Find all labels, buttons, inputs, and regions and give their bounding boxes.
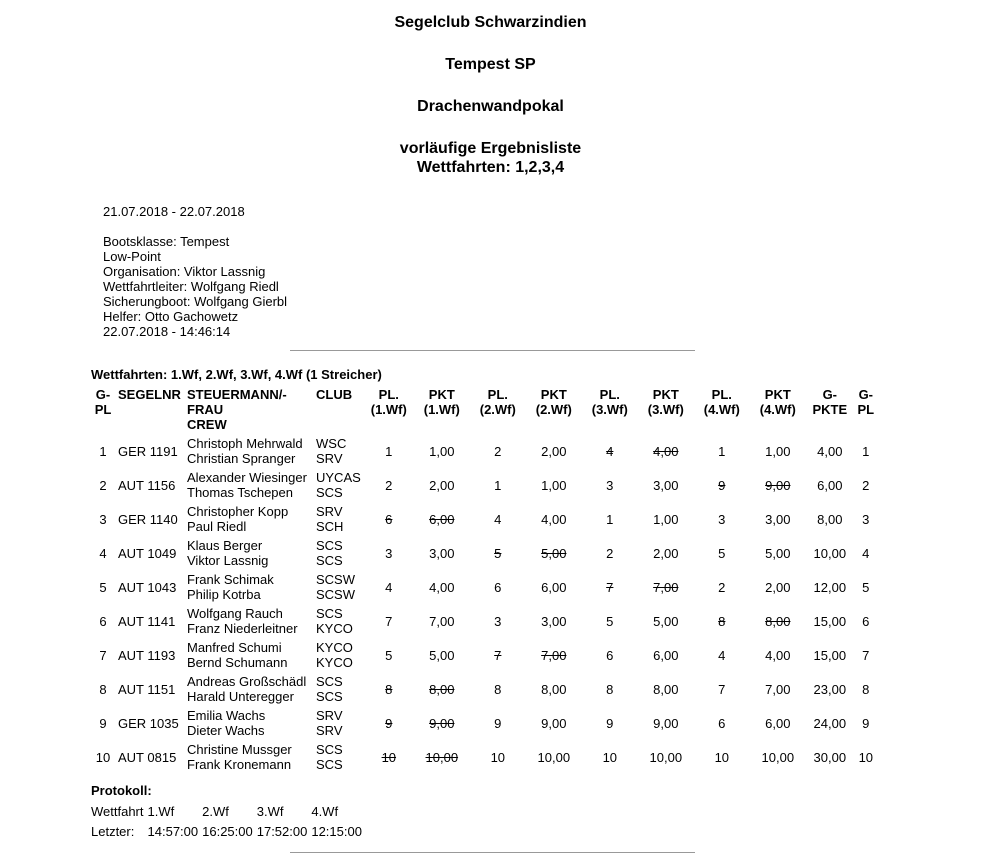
cell-pkt: 6,00 bbox=[653, 647, 679, 663]
cell-names-line: Manfred Schumi bbox=[187, 640, 282, 655]
cell-club-line: SCS bbox=[316, 757, 343, 772]
cell-pkt: 3,00 bbox=[541, 613, 567, 629]
cell-club-line: SCS bbox=[316, 689, 343, 704]
cell-pkt: 5,00 bbox=[541, 545, 567, 561]
cell-pl: 9 bbox=[718, 477, 726, 493]
cell-pl: 9 bbox=[606, 715, 614, 731]
cell-names-line: Frank Schimak bbox=[187, 572, 274, 587]
cell-names-line: Christian Spranger bbox=[187, 451, 296, 466]
cell-pkt: 2,00 bbox=[653, 545, 679, 561]
cell-pl: 8 bbox=[385, 681, 393, 697]
info-line: 22.07.2018 - 14:46:14 bbox=[103, 324, 231, 339]
cell-pkt: 1,00 bbox=[429, 443, 455, 459]
cell-pkt: 5,00 bbox=[653, 613, 679, 629]
cell-club bbox=[313, 502, 364, 536]
table-row bbox=[91, 706, 878, 740]
cell-gpl: 2 bbox=[99, 477, 107, 493]
col-text: PL. bbox=[599, 387, 620, 402]
cell-pl: 8 bbox=[606, 681, 614, 697]
cell-rank: 10 bbox=[858, 749, 874, 765]
cell-gpkte: 23,00 bbox=[813, 681, 847, 697]
col-pkt1 bbox=[414, 385, 470, 434]
cell-names bbox=[184, 604, 313, 638]
cell-club-line: SCS bbox=[316, 674, 343, 689]
cell-pkt: 5,00 bbox=[765, 545, 791, 561]
cell-gpkte: 4,00 bbox=[817, 443, 843, 459]
col-text: PL bbox=[94, 402, 112, 417]
cell-pl: 10 bbox=[602, 749, 618, 765]
cell-pl: 4 bbox=[718, 647, 726, 663]
cell-names bbox=[184, 502, 313, 536]
cell-gpl: 8 bbox=[99, 681, 107, 697]
cell-segelnr: AUT 1156 bbox=[118, 477, 176, 493]
cell-gpl: 10 bbox=[95, 749, 111, 765]
cell-names-line: Dieter Wachs bbox=[187, 723, 265, 738]
cell-pl: 2 bbox=[494, 443, 502, 459]
cell-pkt: 8,00 bbox=[765, 613, 791, 629]
cell-gpkte: 15,00 bbox=[813, 613, 847, 629]
col-text: FRAU bbox=[187, 402, 224, 417]
cell-pkt: 9,00 bbox=[653, 715, 679, 731]
cell-pl: 6 bbox=[606, 647, 614, 663]
table-row bbox=[91, 570, 878, 604]
cell-names-line: Thomas Tschepen bbox=[187, 485, 293, 500]
cell-segelnr: GER 1191 bbox=[118, 443, 178, 459]
table-row bbox=[91, 604, 878, 638]
cell-rank: 9 bbox=[862, 715, 870, 731]
col-text: (2.Wf) bbox=[535, 402, 572, 417]
cell-gpkte: 12,00 bbox=[813, 579, 847, 595]
cell-pl: 2 bbox=[606, 545, 614, 561]
col-gpl bbox=[91, 385, 115, 434]
cell-gpkte: 10,00 bbox=[813, 545, 847, 561]
cell-club-line: KYCO bbox=[316, 655, 353, 670]
cell-names bbox=[184, 570, 313, 604]
cell-pkt: 6,00 bbox=[765, 715, 791, 731]
cell-pkt: 8,00 bbox=[653, 681, 679, 697]
cell-pkt: 4,00 bbox=[653, 443, 679, 459]
cell-pkt: 10,00 bbox=[425, 749, 459, 765]
cell-segelnr: AUT 1151 bbox=[118, 681, 176, 697]
protokoll-cell: Letzter: bbox=[91, 824, 135, 839]
cell-club bbox=[313, 706, 364, 740]
cell-names bbox=[184, 740, 313, 774]
list-title: vorläufige Ergebnisliste bbox=[399, 140, 582, 157]
protokoll-cell: 4.Wf bbox=[311, 804, 339, 819]
protokoll-cell: 17:52:00 bbox=[256, 824, 308, 839]
event-info bbox=[103, 234, 287, 339]
cell-pkt: 4,00 bbox=[429, 579, 455, 595]
event-dates: 21.07.2018 - 22.07.2018 bbox=[103, 204, 245, 219]
cell-pl: 5 bbox=[385, 647, 393, 663]
cell-pl: 3 bbox=[494, 613, 502, 629]
col-pkt2 bbox=[526, 385, 582, 434]
cell-pl: 10 bbox=[714, 749, 730, 765]
cell-segelnr: AUT 1043 bbox=[118, 579, 177, 595]
cell-club-line: SCS bbox=[316, 485, 343, 500]
cell-rank: 7 bbox=[862, 647, 870, 663]
cell-pkt: 4,00 bbox=[765, 647, 791, 663]
protokoll-cell: 1.Wf bbox=[147, 804, 175, 819]
col-text: (2.Wf) bbox=[479, 402, 516, 417]
cell-pkt: 7,00 bbox=[541, 647, 567, 663]
races-title: Wettfahrten: 1,2,3,4 bbox=[416, 159, 565, 176]
cell-club-line: UYCAS bbox=[316, 470, 361, 485]
cell-club-line: KYCO bbox=[316, 621, 353, 636]
col-text: G- bbox=[822, 387, 838, 402]
protokoll-cell: 14:57:00 bbox=[147, 824, 199, 839]
cell-pl: 6 bbox=[494, 579, 502, 595]
cell-pkt: 2,00 bbox=[429, 477, 455, 493]
col-text: (3.Wf) bbox=[647, 402, 684, 417]
cell-pl: 7 bbox=[718, 681, 726, 697]
cell-names-line: Andreas Großschädl bbox=[187, 674, 307, 689]
col-steuermann bbox=[184, 385, 313, 434]
cell-pkt: 2,00 bbox=[765, 579, 791, 595]
races-label: Wettfahrten: 1.Wf, 2.Wf, 3.Wf, 4.Wf (1 Streicher) bbox=[91, 367, 382, 382]
info-line: Wettfahrtleiter: Wolfgang Riedl bbox=[103, 279, 279, 294]
cell-club bbox=[313, 434, 364, 468]
cell-club-line: SCS bbox=[316, 538, 343, 553]
cell-names-line: Christopher Kopp bbox=[187, 504, 289, 519]
col-text: PKT bbox=[652, 387, 679, 402]
cell-pkt: 4,00 bbox=[541, 511, 567, 527]
col-text: PKT bbox=[428, 387, 455, 402]
cell-names-line: Bernd Schumann bbox=[187, 655, 288, 670]
table-row bbox=[91, 740, 878, 774]
cell-rank: 8 bbox=[862, 681, 870, 697]
table-row bbox=[91, 468, 878, 502]
info-line: Helfer: Otto Gachowetz bbox=[103, 309, 239, 324]
cell-club bbox=[313, 672, 364, 706]
cell-pkt: 1,00 bbox=[765, 443, 791, 459]
cell-pl: 10 bbox=[490, 749, 506, 765]
cell-club bbox=[313, 536, 364, 570]
cell-club bbox=[313, 570, 364, 604]
cell-names-line: Christine Mussger bbox=[187, 742, 292, 757]
cell-pl: 8 bbox=[494, 681, 502, 697]
col-text: PKTE bbox=[812, 402, 848, 417]
col-pl3 bbox=[582, 385, 638, 434]
col-text: (3.Wf) bbox=[591, 402, 628, 417]
col-gpl2 bbox=[854, 385, 878, 434]
cell-pkt: 2,00 bbox=[541, 443, 567, 459]
cell-rank: 1 bbox=[862, 443, 870, 459]
cell-rank: 5 bbox=[862, 579, 870, 595]
cell-segelnr: AUT 1141 bbox=[118, 613, 176, 629]
cell-gpl: 3 bbox=[99, 511, 107, 527]
col-club: CLUB bbox=[316, 387, 353, 402]
protokoll-cell: Wettfahrt bbox=[91, 804, 144, 819]
cell-pl: 3 bbox=[718, 511, 726, 527]
protokoll-table bbox=[89, 802, 364, 842]
cell-pl: 9 bbox=[494, 715, 502, 731]
cell-club bbox=[313, 468, 364, 502]
cell-names-line: Christoph Mehrwald bbox=[187, 436, 303, 451]
col-pl4 bbox=[694, 385, 750, 434]
cell-club bbox=[313, 638, 364, 672]
table-row bbox=[91, 502, 878, 536]
cell-club-line: SRV bbox=[316, 708, 343, 723]
cell-segelnr: GER 1140 bbox=[118, 511, 178, 527]
cell-club-line: SRV bbox=[316, 504, 343, 519]
cell-gpl: 5 bbox=[99, 579, 107, 595]
cell-names bbox=[184, 536, 313, 570]
cell-pl: 5 bbox=[606, 613, 614, 629]
cell-club bbox=[313, 740, 364, 774]
cell-club-line: SCSW bbox=[316, 572, 355, 587]
header-row bbox=[91, 385, 878, 434]
protokoll-row bbox=[89, 802, 364, 822]
cell-club-line: WSC bbox=[316, 436, 347, 451]
cell-pkt: 7,00 bbox=[429, 613, 455, 629]
cell-gpl: 6 bbox=[99, 613, 107, 629]
cell-pl: 5 bbox=[718, 545, 726, 561]
cell-pkt: 9,00 bbox=[429, 715, 455, 731]
col-text: (4.Wf) bbox=[703, 402, 740, 417]
col-pkt3 bbox=[638, 385, 694, 434]
cell-pkt: 8,00 bbox=[429, 681, 455, 697]
cell-pl: 7 bbox=[494, 647, 502, 663]
cell-pl: 5 bbox=[494, 545, 502, 561]
col-text: (4.Wf) bbox=[759, 402, 796, 417]
cell-pkt: 1,00 bbox=[541, 477, 567, 493]
cell-pl: 2 bbox=[718, 579, 726, 595]
cell-pl: 10 bbox=[381, 749, 397, 765]
info-line: Low-Point bbox=[103, 249, 161, 264]
col-text: (1.Wf) bbox=[423, 402, 460, 417]
info-line: Organisation: Viktor Lassnig bbox=[103, 264, 266, 279]
cell-pkt: 3,00 bbox=[653, 477, 679, 493]
protokoll-cell: 12:15:00 bbox=[311, 824, 362, 839]
table-row bbox=[91, 638, 878, 672]
cell-names-line: Harald Unteregger bbox=[187, 689, 294, 704]
cell-segelnr: GER 1035 bbox=[118, 715, 179, 731]
cell-pkt: 6,00 bbox=[541, 579, 567, 595]
col-text: (1.Wf) bbox=[370, 402, 407, 417]
cell-club bbox=[313, 604, 364, 638]
cell-rank: 6 bbox=[862, 613, 870, 629]
protokoll-cell: 16:25:00 bbox=[202, 824, 253, 839]
cell-names bbox=[184, 672, 313, 706]
cell-names-line: Philip Kotrba bbox=[187, 587, 261, 602]
cell-rank: 4 bbox=[862, 545, 870, 561]
cell-pl: 9 bbox=[385, 715, 393, 731]
cell-names-line: Emilia Wachs bbox=[187, 708, 266, 723]
cell-names-line: Frank Kronemann bbox=[187, 757, 292, 772]
protokoll-title: Protokoll: bbox=[91, 783, 152, 798]
col-text: PKT bbox=[764, 387, 791, 402]
cell-pkt: 8,00 bbox=[541, 681, 567, 697]
cell-rank: 2 bbox=[862, 477, 870, 493]
cell-pl: 4 bbox=[385, 579, 393, 595]
cell-names bbox=[184, 468, 313, 502]
table-row bbox=[91, 672, 878, 706]
cell-pkt: 3,00 bbox=[429, 545, 455, 561]
cell-club-line: SCS bbox=[316, 606, 343, 621]
cell-gpkte: 30,00 bbox=[813, 749, 847, 765]
cell-pl: 7 bbox=[385, 613, 393, 629]
cell-pl: 2 bbox=[385, 477, 393, 493]
class-title: Tempest SP bbox=[445, 56, 536, 73]
table-row bbox=[91, 434, 878, 468]
cell-gpl: 7 bbox=[99, 647, 107, 663]
col-text: PL bbox=[857, 402, 875, 417]
cell-names-line: Wolfgang Rauch bbox=[187, 606, 283, 621]
cell-gpl: 9 bbox=[99, 715, 107, 731]
cell-names-line: Viktor Lassnig bbox=[187, 553, 269, 568]
cell-names-line: Paul Riedl bbox=[187, 519, 247, 534]
cell-pl: 1 bbox=[718, 443, 726, 459]
cell-club-line: SCH bbox=[316, 519, 344, 534]
cell-pl: 1 bbox=[494, 477, 502, 493]
cell-pkt: 10,00 bbox=[537, 749, 571, 765]
cell-gpkte: 6,00 bbox=[817, 477, 843, 493]
protokoll-cell: 3.Wf bbox=[256, 804, 284, 819]
cell-pkt: 10,00 bbox=[761, 749, 795, 765]
cell-gpl: 1 bbox=[99, 443, 107, 459]
cell-segelnr: AUT 1049 bbox=[118, 545, 177, 561]
cell-pl: 7 bbox=[606, 579, 614, 595]
divider bbox=[290, 350, 695, 351]
col-segelnr: SEGELNR bbox=[118, 387, 181, 402]
cell-names bbox=[184, 434, 313, 468]
cell-gpkte: 15,00 bbox=[813, 647, 847, 663]
col-text: PL. bbox=[487, 387, 508, 402]
cell-club-line: SRV bbox=[316, 723, 343, 738]
divider bbox=[290, 852, 695, 853]
col-text: PL. bbox=[711, 387, 732, 402]
col-text: G- bbox=[95, 387, 111, 402]
cell-pkt: 1,00 bbox=[653, 511, 679, 527]
cell-names-line: Klaus Berger bbox=[187, 538, 263, 553]
cell-pl: 8 bbox=[718, 613, 726, 629]
cell-names bbox=[184, 706, 313, 740]
cell-pl: 1 bbox=[385, 443, 393, 459]
col-text: STEUERMANN/- bbox=[187, 387, 287, 402]
cell-gpkte: 24,00 bbox=[813, 715, 847, 731]
cell-pkt: 3,00 bbox=[765, 511, 791, 527]
cell-rank: 3 bbox=[862, 511, 870, 527]
cell-pkt: 9,00 bbox=[765, 477, 791, 493]
col-pl1 bbox=[364, 385, 414, 434]
cell-pl: 4 bbox=[494, 511, 502, 527]
cell-pkt: 10,00 bbox=[649, 749, 683, 765]
col-pkt4 bbox=[750, 385, 806, 434]
event-title: Drachenwandpokal bbox=[417, 98, 564, 115]
info-line: Sicherungboot: Wolfgang Gierbl bbox=[103, 294, 288, 309]
cell-gpl: 4 bbox=[99, 545, 107, 561]
results-table bbox=[91, 385, 878, 774]
cell-segelnr: AUT 0815 bbox=[118, 749, 177, 765]
cell-names-line: Franz Niederleitner bbox=[187, 621, 298, 636]
col-gpkte bbox=[806, 385, 854, 434]
cell-pkt: 9,00 bbox=[541, 715, 567, 731]
cell-pkt: 5,00 bbox=[429, 647, 455, 663]
cell-names bbox=[184, 638, 313, 672]
col-pl2 bbox=[470, 385, 526, 434]
col-text: G- bbox=[858, 387, 874, 402]
cell-pl: 1 bbox=[606, 511, 614, 527]
protokoll-cell: 2.Wf bbox=[202, 804, 229, 819]
table-row bbox=[91, 536, 878, 570]
cell-segelnr: AUT 1193 bbox=[118, 647, 176, 663]
col-text: PKT bbox=[540, 387, 567, 402]
cell-pl: 3 bbox=[606, 477, 614, 493]
club-title: Segelclub Schwarzindien bbox=[394, 14, 587, 31]
cell-club-line: SRV bbox=[316, 451, 343, 466]
cell-club-line: SCS bbox=[316, 553, 343, 568]
cell-pkt: 7,00 bbox=[765, 681, 791, 697]
cell-pkt: 6,00 bbox=[429, 511, 455, 527]
col-text: PL. bbox=[378, 387, 399, 402]
cell-pkt: 7,00 bbox=[653, 579, 679, 595]
cell-pl: 3 bbox=[385, 545, 393, 561]
cell-names-line: Alexander Wiesinger bbox=[187, 470, 307, 485]
cell-club-line: SCS bbox=[316, 742, 343, 757]
cell-club-line: KYCO bbox=[316, 640, 353, 655]
cell-club-line: SCSW bbox=[316, 587, 355, 602]
col-text: CREW bbox=[187, 417, 227, 432]
cell-pl: 6 bbox=[718, 715, 726, 731]
cell-pl: 6 bbox=[385, 511, 393, 527]
protokoll-row bbox=[89, 822, 364, 842]
info-line: Bootsklasse: Tempest bbox=[103, 234, 230, 249]
cell-pl: 4 bbox=[606, 443, 614, 459]
cell-gpkte: 8,00 bbox=[817, 511, 843, 527]
